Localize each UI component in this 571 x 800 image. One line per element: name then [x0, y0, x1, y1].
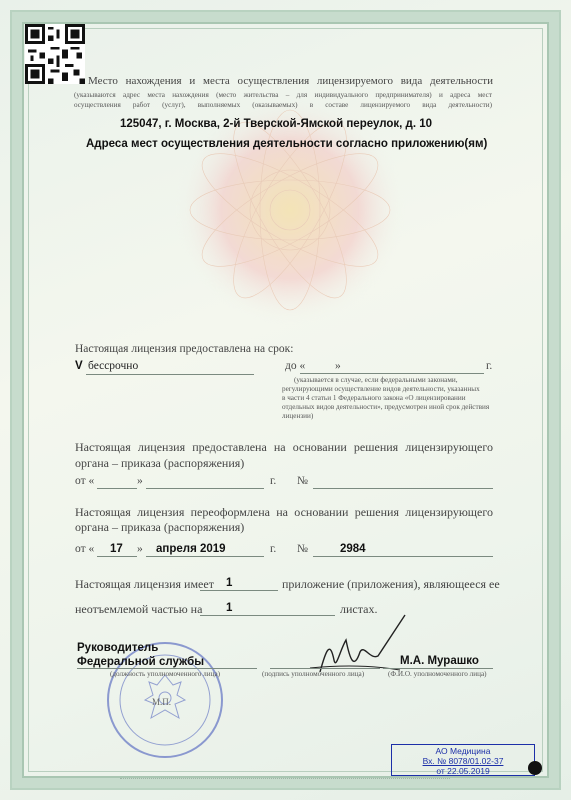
reissue-day: 17 — [110, 543, 123, 555]
reissue-close: » — [137, 543, 143, 555]
reissue-line-2: органа – приказа (распоряжения) — [75, 520, 245, 534]
footer-print-line — [120, 778, 450, 783]
appendix-count-line — [200, 590, 278, 591]
address: 125047, г. Москва, 2-й Тверской-Ямской переулок, д. 10 — [120, 118, 433, 130]
term-value-line — [86, 374, 254, 375]
stamp-date: от 22.05.2019 — [436, 766, 490, 776]
reissue-month: апреля 2019 — [156, 543, 226, 555]
appendix-note: Адреса мест осуществления деятельности согласно приложению(ям) — [86, 138, 488, 150]
signature-caption: (подпись уполномоченного лица) — [262, 670, 365, 678]
header-line-1: Место нахождения и места осуществления лицензируемого вида деятельности — [88, 75, 493, 87]
basis-year: г. — [270, 475, 277, 487]
term-note-5: лицензии) — [282, 412, 314, 420]
basis-day-line — [97, 488, 137, 489]
signer-title-caption: (должность уполномоченного лица) — [110, 670, 221, 678]
signer-name-caption: (Ф.И.О. уполномоченного лица) — [388, 670, 487, 678]
term-note-3: в части 4 статьи 1 Федерального закона «О лицензировании — [282, 394, 466, 402]
incoming-stamp — [391, 744, 535, 776]
signature-line — [270, 668, 380, 669]
basis-line-2: органа – приказа (распоряжения) — [75, 456, 245, 470]
signer-title-line — [77, 668, 257, 669]
header-line-2: (указываются адрес места нахождения (место жительства – для индивидуального предпринимателя) и адреса мест — [74, 91, 492, 99]
header-line-3: осуществления работ (услуг), выполняемых (оказываемых) в составе лицензируемого вида деятельности) — [74, 101, 492, 109]
reissue-from: от « — [75, 543, 95, 555]
basis-month-line — [146, 488, 264, 489]
basis-num: № — [297, 475, 308, 487]
signer-title-1: Руководитель — [77, 642, 159, 654]
term-note-2: регулирующими осуществление видов деятельности, указанных — [282, 385, 480, 393]
appendix-line-2a: неотъемлемой частью на — [75, 602, 203, 616]
term-note-1: (указывается в случае, если федеральными законами, — [294, 376, 458, 384]
reissue-number: 2984 — [340, 543, 366, 555]
term-value: бессрочно — [88, 360, 139, 372]
stamp-org: АО Медицина — [435, 746, 491, 756]
reissue-number-line — [313, 556, 493, 557]
stamp-number: Вх. № 8078/01.02-37 — [422, 756, 504, 766]
qr-code — [25, 24, 85, 84]
term-until-mid: » — [335, 360, 341, 372]
basis-number-line — [313, 488, 493, 489]
basis-close: » — [137, 475, 143, 487]
term-label: Настоящая лицензия предоставлена на срок: — [75, 343, 294, 355]
punch-hole — [528, 761, 542, 775]
reissue-num: № — [297, 543, 308, 555]
term-until-line — [300, 373, 484, 374]
term-until-suffix: г. — [486, 360, 493, 372]
basis-from: от « — [75, 475, 95, 487]
term-until-prefix: до « — [285, 360, 306, 372]
term-note-4: отдельных видов деятельности», предусмотрен иной срок действия — [282, 403, 490, 411]
reissue-day-line — [97, 556, 137, 557]
appendix-line-2b: листах. — [340, 602, 378, 616]
reissue-year: г. — [270, 543, 277, 555]
appendix-line-1a: Настоящая лицензия имеет — [75, 577, 214, 591]
signer-name-line — [383, 668, 493, 669]
seal-place-mark: М.П. — [152, 697, 172, 707]
reissue-line-1: Настоящая лицензия переоформлена на основании решения лицензирующего — [75, 505, 493, 519]
signer-name: М.А. Мурашко — [400, 655, 479, 667]
term-mark: V — [75, 360, 83, 372]
appendix-line-1b: приложение (приложения), являющееся ее — [282, 577, 500, 591]
signer-title-2: Федеральной службы — [77, 656, 205, 668]
appendix-count: 1 — [226, 577, 233, 589]
basis-line-1: Настоящая лицензия предоставлена на основании решения лицензирующего — [75, 440, 493, 454]
reissue-month-line — [146, 556, 264, 557]
appendix-sheets: 1 — [226, 602, 233, 614]
